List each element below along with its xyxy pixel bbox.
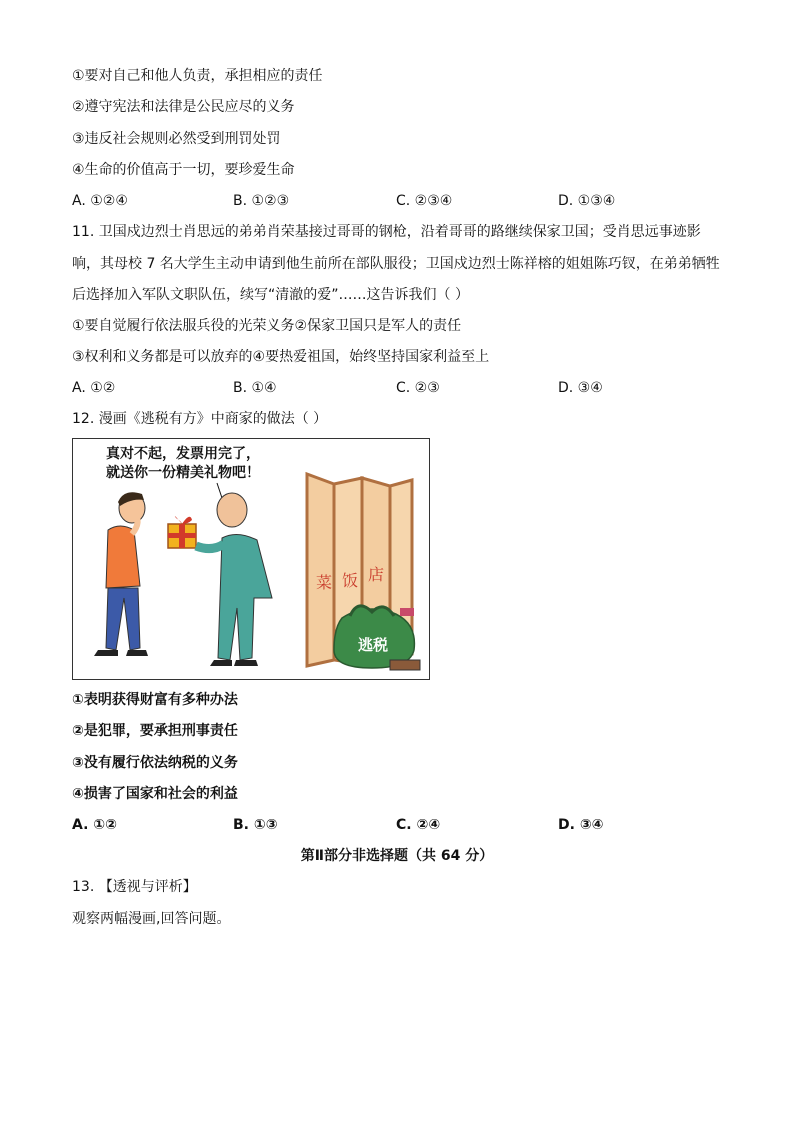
shop-sign-char-1: 菜: [316, 573, 333, 592]
q10-statement-1: ①要对自己和他人负责，承担相应的责任: [72, 68, 323, 84]
q11-stem-line-1: 11. 卫国戍边烈士肖思远的弟弟肖荣基接过哥哥的钢枪，沿着哥哥的路继续保家卫国；受肖思远事迹影: [72, 224, 701, 240]
q10-option-a: A. ①②④: [72, 193, 128, 209]
q12-statement-4: ④损害了国家和社会的利益: [72, 786, 238, 802]
q13-title: 13. 【透视与评析】: [72, 879, 197, 895]
q12-statement-3: ③没有履行依法纳税的义务: [72, 755, 238, 771]
cartoon-speech-line-1: 真对不起，发票用完了，: [106, 446, 260, 462]
q10-option-b: B. ①②③: [233, 193, 290, 209]
q12-option-d: D. ③④: [558, 817, 604, 833]
q11-stem-line-3: 后选择加入军队文职队伍，续写“清澈的爱”……这告诉我们（ ）: [72, 287, 469, 303]
q12-stem: 12. 漫画《逃税有方》中商家的做法（ ）: [72, 411, 328, 427]
q10-option-d: D. ①③④: [558, 193, 616, 209]
shop-sign-char-2: 饭: [342, 571, 359, 590]
q10-statement-4: ④生命的价值高于一切，要珍爱生命: [72, 162, 295, 178]
shop-sign-char-3: 店: [368, 565, 385, 584]
q11-option-a: A. ①②: [72, 380, 116, 396]
q12-statement-2: ②是犯罪，要承担刑事责任: [72, 723, 238, 739]
tax-evasion-cartoon: [72, 438, 430, 680]
q11-statement-line-1: ①要自觉履行依法服兵役的光荣义务②保家卫国只是军人的责任: [72, 318, 462, 334]
bag-label: 逃税: [358, 636, 389, 654]
q11-statement-line-2: ③权利和义务都是可以放弃的④要热爱祖国，始终坚持国家利益至上: [72, 349, 490, 365]
q11-option-b: B. ①④: [233, 380, 277, 396]
q12-statement-1: ①表明获得财富有多种办法: [72, 692, 238, 708]
q12-option-a: A. ①②: [72, 817, 117, 833]
q13-instruction: 观察两幅漫画,回答问题。: [72, 911, 231, 927]
q11-option-d: D. ③④: [558, 380, 603, 396]
part-2-heading: 第Ⅱ部分非选择题（共 64 分）: [300, 848, 494, 864]
q10-statement-2: ②遵守宪法和法律是公民应尽的义务: [72, 99, 295, 115]
q10-statement-3: ③违反社会规则必然受到刑罚处罚: [72, 131, 281, 147]
q12-option-c: C. ②④: [396, 817, 441, 833]
q12-option-b: B. ①③: [233, 817, 278, 833]
q11-stem-line-2: 响，其母校 7 名大学生主动申请到他生前所在部队服役；卫国戍边烈士陈祥榕的姐姐陈巧钗，在弟弟牺牲: [72, 256, 720, 272]
cartoon-speech-line-2: 就送你一份精美礼物吧！: [106, 465, 260, 481]
q10-option-c: C. ②③④: [396, 193, 453, 209]
q11-option-c: C. ②③: [396, 380, 440, 396]
